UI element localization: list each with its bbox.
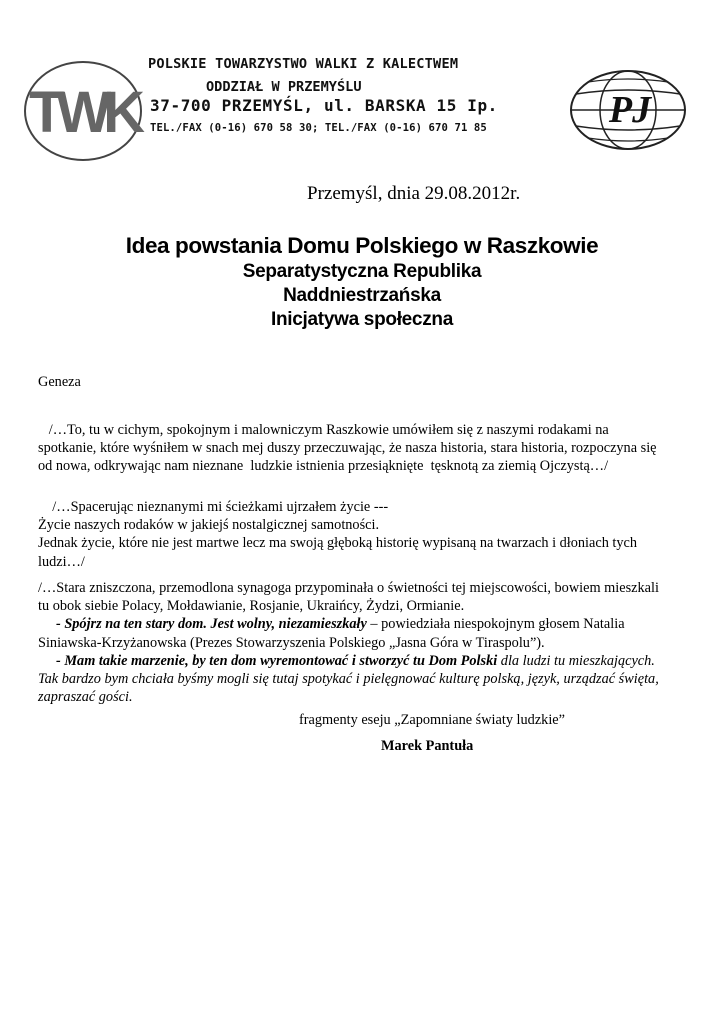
paragraph-3-italic-line: Tak bardzo bym chciała byśmy mogli się tutaj spotykać i pielęgnować kulturę polską, język, urządzać święta, (38, 671, 659, 688)
paragraph-1-line: od nowa, odkrywając nam nieznane ludzkie istnienia przesiąknięte tęsknotą za ziemią Ojczystą…/ (38, 458, 609, 475)
paragraph-3-line: Siniawska-Krzyżanowska (Prezes Stowarzyszenia Polskiego „Jasna Góra w Tiraspolu”). (38, 634, 545, 651)
subtitle-line-3: Inicjatywa społeczna (271, 309, 453, 330)
paragraph-3-line: /…Stara zniszczona, przemodlona synagoga przypominała o świetności tej miejscowości, bowiem mieszkali (38, 580, 659, 596)
paragraph-2 (38, 498, 678, 571)
paragraph-2-line: Jednak życie, które nie jest martwe lecz ma swoją głęboką historię wypisaną na twarzach i dłoniach tych (38, 535, 638, 552)
organization-logo-left (20, 58, 146, 164)
paragraph-2-line: Życie naszych rodaków w jakiejś nostalgicznej samotności. (38, 517, 380, 534)
quote-2: - Mam takie marzenie, by ten dom wyremontować i stworzyć tu Dom Polski (56, 652, 498, 669)
paragraph-3-quote-line (38, 615, 678, 633)
paragraph-3 (38, 579, 678, 706)
organization-logo-right (568, 68, 688, 152)
subtitle-line-2: Naddniestrzańska (283, 285, 441, 306)
paragraph-3-italic-line: zapraszać gości. (38, 689, 133, 706)
title-block (0, 232, 724, 332)
quote-2-tail: dla ludzi tu mieszkających. (497, 652, 655, 669)
left-logo-lettering: TWK (28, 80, 138, 145)
section-label: Geneza (38, 374, 81, 390)
paragraph-3-quote-line (38, 652, 678, 670)
organization-branch: ODDZIAŁ W PRZEMYŚLU (206, 79, 362, 95)
subtitle-line-1: Separatystyczna Republika (242, 261, 482, 282)
paragraph-2-line: ludzi…/ (38, 553, 85, 570)
date-line: Przemyśl, dnia 29.08.2012r. (307, 183, 521, 204)
organization-phones: TEL./FAX (0-16) 670 58 30; TEL./FAX (0-16) 670 71 85 (150, 122, 487, 134)
organization-name: POLSKIE TOWARZYSTWO WALKI Z KALECTWEM (148, 56, 459, 72)
paragraph-1-line: /…To, tu w cichym, spokojnym i malowniczym Raszkowie umówiłem się z naszymi rodakami na (38, 422, 609, 438)
quote-1-attribution: – powiedziała niespokojnym głosem Natalia (366, 616, 625, 633)
paragraph-3-line: tu obok siebie Polacy, Mołdawianie, Rosjanie, Ukraińcy, Żydzi, Ormianie. (38, 598, 465, 615)
paragraph-1 (38, 421, 678, 476)
organization-address: 37-700 PRZEMYŚL, ul. BARSKA 15 Ip. (150, 96, 498, 115)
right-logo-lettering: PJ (608, 89, 652, 131)
quote-1: - Spójrz na ten stary dom. Jest wolny, niezamieszkały (56, 616, 367, 633)
author-signature: Marek Pantuła (381, 738, 474, 754)
paragraph-1-line: spotkanie, które wyśniłem w snach mej duszy przeczuwając, że nasza historia, stara historia, rozpoczyna się (38, 440, 657, 457)
main-title: Idea powstania Domu Polskiego w Raszkowie (125, 233, 599, 258)
source-note: fragmenty eseju „Zapomniane światy ludzkie” (299, 712, 565, 728)
paragraph-2-line: /…Spacerując nieznanymi mi ścieżkami ujrzałem życie --- (38, 499, 389, 515)
